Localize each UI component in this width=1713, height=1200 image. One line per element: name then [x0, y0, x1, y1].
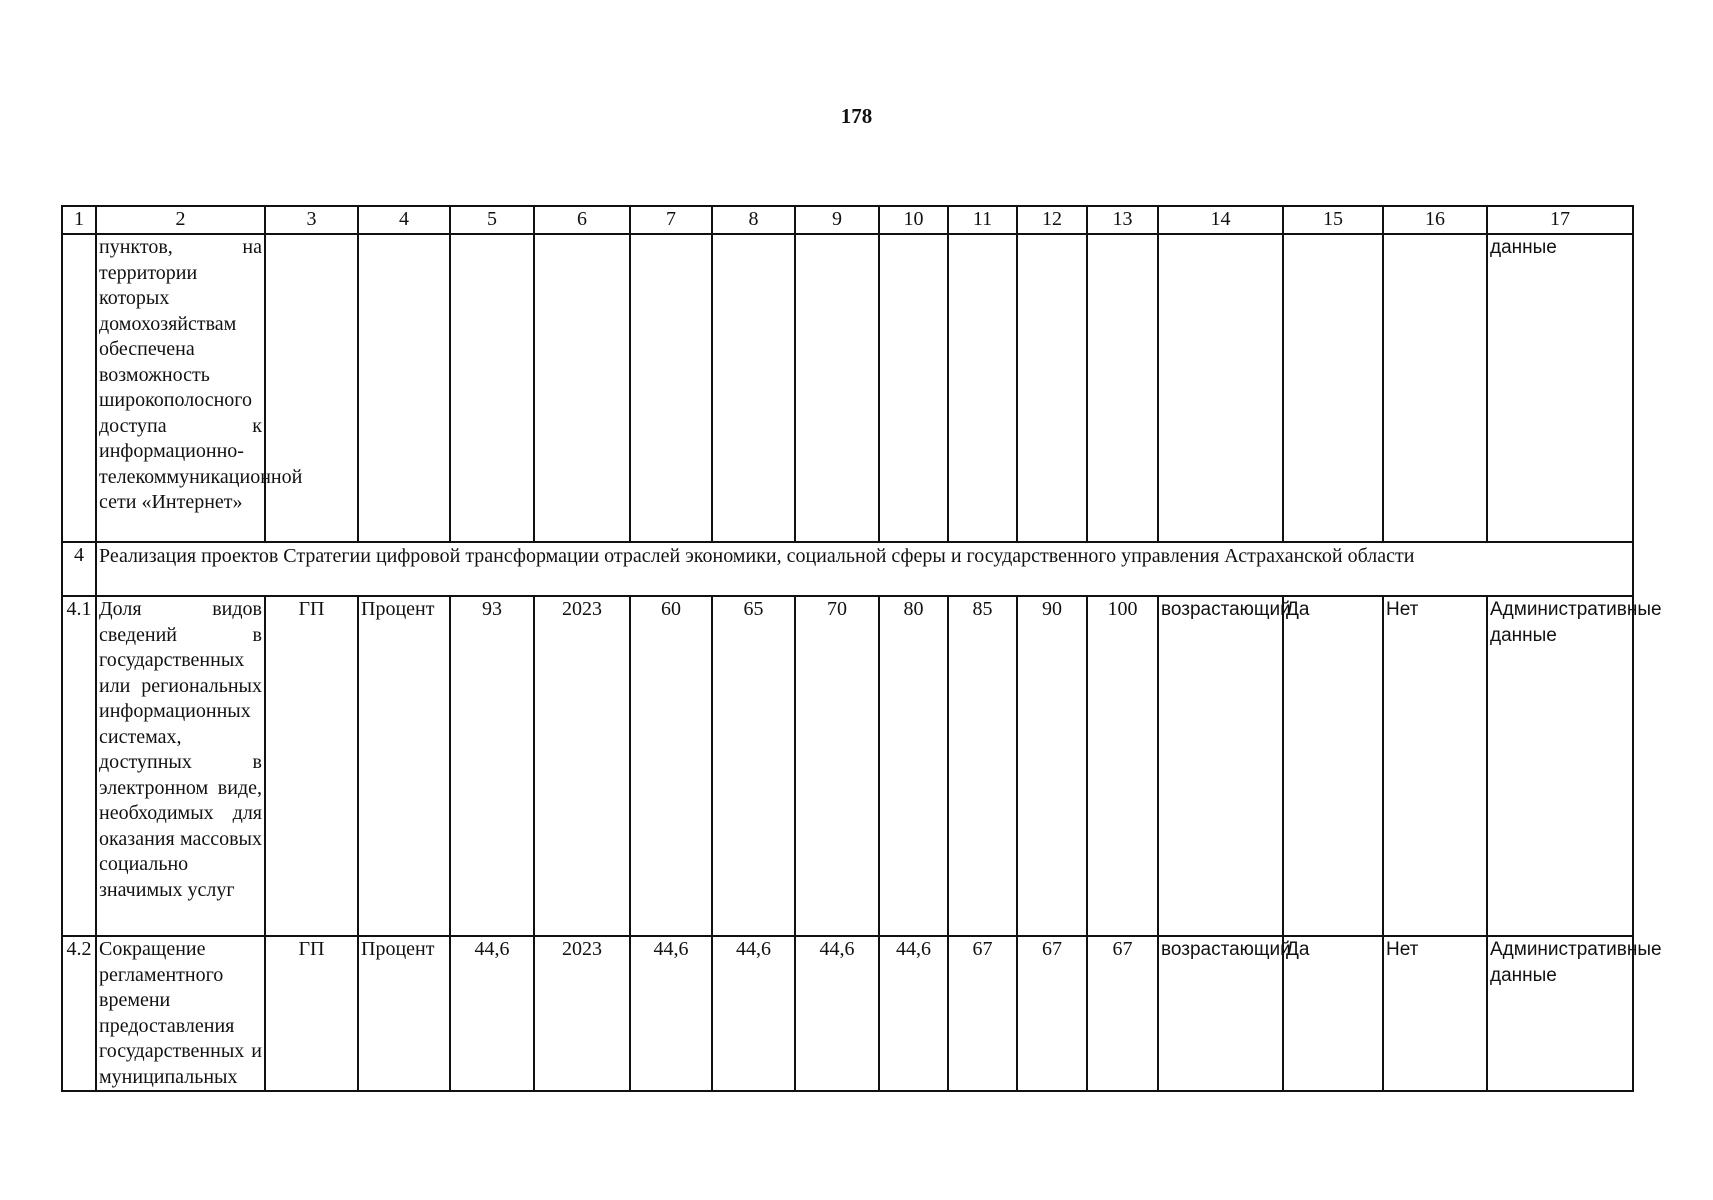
- indicators-table: [61, 205, 1662, 1092]
- header-cell: 4: [358, 206, 450, 234]
- value-cell: 100: [1087, 596, 1158, 936]
- value-cell: 67: [948, 936, 1017, 1091]
- header-cell: 7: [630, 206, 712, 234]
- header-cell: 10: [879, 206, 948, 234]
- page-number: 178: [840, 104, 873, 128]
- level-cell: ГП: [265, 936, 358, 1091]
- header-cell: 15: [1283, 206, 1383, 234]
- value-cell: [630, 234, 712, 542]
- flag-cell: Да: [1283, 936, 1383, 1091]
- header-cell: 11: [948, 206, 1017, 234]
- table-row: [62, 234, 1633, 542]
- level-cell: [265, 234, 358, 542]
- section-number: 4: [62, 542, 96, 596]
- header-cell: 8: [712, 206, 795, 234]
- unit-cell: Процент: [358, 596, 450, 936]
- value-cell: 90: [1017, 596, 1087, 936]
- value-cell: 60: [630, 596, 712, 936]
- base-year-cell: 2023: [534, 596, 630, 936]
- value-cell: 70: [795, 596, 879, 936]
- level-cell: ГП: [265, 596, 358, 936]
- flag-cell: Нет: [1383, 936, 1487, 1091]
- trend-cell: возрастающий: [1158, 936, 1283, 1091]
- base-year-cell: [534, 234, 630, 542]
- value-cell: 65: [712, 596, 795, 936]
- unit-cell: Процент: [358, 936, 450, 1091]
- flag-cell: [1383, 234, 1487, 542]
- value-cell: [1087, 234, 1158, 542]
- table-row: [62, 596, 1633, 936]
- value-cell: [948, 234, 1017, 542]
- header-cell: 3: [265, 206, 358, 234]
- value-cell: [795, 234, 879, 542]
- section-row: [62, 542, 1633, 596]
- indicator-name: пунктов, на территории которых домохозяйствам обеспечена возможность широкополосного доступа к информационно-телекоммуникационной сети «Интернет»: [96, 234, 265, 542]
- flag-cell: Нет: [1383, 596, 1487, 936]
- value-cell: [1017, 234, 1087, 542]
- value-cell: 44,6: [712, 936, 795, 1091]
- row-number: 4.2: [62, 936, 96, 1091]
- header-cell: 1: [62, 206, 96, 234]
- header-cell: 9: [795, 206, 879, 234]
- header-cell: 12: [1017, 206, 1087, 234]
- section-title: Реализация проектов Стратегии цифровой трансформации отраслей экономики, социальной сферы и государственного управления Астраханской области: [96, 542, 1633, 596]
- value-cell: [879, 234, 948, 542]
- value-cell: [712, 234, 795, 542]
- header-cell: 5: [450, 206, 534, 234]
- trend-cell: [1158, 234, 1283, 542]
- value-cell: 80: [879, 596, 948, 936]
- flag-cell: Да: [1283, 596, 1383, 936]
- header-cell: 2: [96, 206, 265, 234]
- value-cell: 67: [1017, 936, 1087, 1091]
- value-cell: 67: [1087, 936, 1158, 1091]
- source-cell: Административные данные: [1487, 596, 1633, 936]
- header-cell: 17: [1487, 206, 1633, 234]
- value-cell: 44,6: [879, 936, 948, 1091]
- value-cell: 85: [948, 596, 1017, 936]
- row-number: 4.1: [62, 596, 96, 936]
- unit-cell: [358, 234, 450, 542]
- base-value-cell: 44,6: [450, 936, 534, 1091]
- row-number: [62, 234, 96, 542]
- value-cell: 44,6: [630, 936, 712, 1091]
- indicator-name: Доля видов сведений в государственных или региональных информационных системах, доступных в электронном виде, необходимых для оказания массовых социально значимых услуг: [96, 596, 265, 936]
- header-cell: 16: [1383, 206, 1487, 234]
- header-cell: 13: [1087, 206, 1158, 234]
- indicator-name: Сокращение регламентного времени предоставления государственных и муниципальных: [96, 936, 265, 1091]
- source-cell: Административные данные: [1487, 936, 1633, 1091]
- source-cell: данные: [1487, 234, 1633, 542]
- table-header-row: [62, 206, 1633, 234]
- value-cell: 44,6: [795, 936, 879, 1091]
- base-value-cell: 93: [450, 596, 534, 936]
- base-value-cell: [450, 234, 534, 542]
- trend-cell: возрастающий: [1158, 596, 1283, 936]
- header-cell: 14: [1158, 206, 1283, 234]
- flag-cell: [1283, 234, 1383, 542]
- table-row: [62, 936, 1633, 1091]
- header-cell: 6: [534, 206, 630, 234]
- base-year-cell: 2023: [534, 936, 630, 1091]
